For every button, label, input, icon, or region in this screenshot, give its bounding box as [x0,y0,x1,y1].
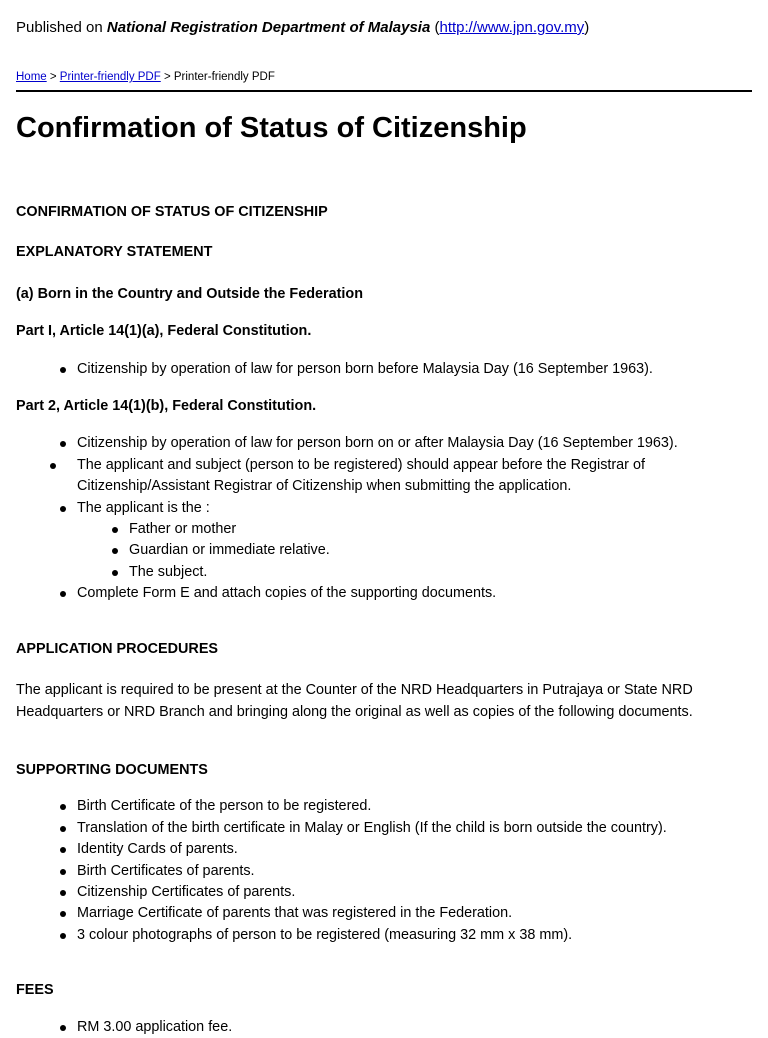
list-item: Identity Cards of parents. [77,839,756,860]
breadcrumb-home-link[interactable]: Home [16,71,47,83]
heading-born-in-country: (a) Born in the Country and Outside the Federation [16,285,363,302]
breadcrumb-separator: > [46,71,60,83]
heading-part-2: Part 2, Article 14(1)(b), Federal Constitution. [16,398,317,415]
site-name: National Registration Department of Malaysia [106,19,431,36]
list-item-text: The applicant and subject (person to be registered) should appear before the Registrar of Citizenship/Assistant Registrar of Citizenship when submitting the application. [77,456,645,495]
list-item: 3 colour photographs of person to be registered (measuring 32 mm x 38 mm). [77,925,756,946]
list-item [67,455,756,498]
heading-part-1: Part I, Article 14(1)(a), Federal Constitution. [16,323,312,340]
heading-main: CONFIRMATION OF STATUS OF CITIZENSHIP [16,204,328,220]
list-item: Citizenship Certificates of parents. [77,882,756,903]
list-item: Birth Certificates of parents. [77,861,756,882]
breadcrumb-separator: > [160,71,174,83]
heading-supporting-documents: SUPPORTING DOCUMENTS [16,761,208,778]
list-item: Complete Form E and attach copies of the supporting documents. [77,583,756,604]
heading-explanatory-statement: EXPLANATORY STATEMENT [16,244,213,261]
page-title: Confirmation of Status of Citizenship [16,112,527,144]
list-item: Marriage Certificate of parents that was registered in the Federation. [77,903,756,924]
applicant-sublist [77,519,756,583]
part-2-list [16,433,756,604]
procedures-paragraph: The applicant is required to be present at the Counter of the NRD Headquarters in Putrajaya or State NRD Headquarters or NRD Branch and bringing along the original as well as copies of the following documents. [16,682,693,720]
heading-fees: FEES [16,982,54,999]
list-item: RM 3.00 application fee. [77,1017,756,1038]
list-item: Citizenship by operation of law for person born on or after Malaysia Day (16 September 1963). [77,433,756,454]
list-item: Citizenship by operation of law for person born before Malaysia Day (16 September 1963). [77,359,756,380]
published-on-line [16,19,589,37]
header-divider [16,90,752,92]
site-url-link[interactable]: http://www.jpn.gov.my [439,19,585,36]
heading-application-procedures: APPLICATION PROCEDURES [16,640,219,657]
list-item: Father or mother [129,519,756,540]
list-item: Birth Certificate of the person to be registered. [77,796,756,817]
published-prefix: Published on [16,19,107,36]
list-item: Guardian or immediate relative. [129,540,756,561]
list-item: The subject. [129,562,756,583]
list-item-text: The applicant is the : [77,499,210,516]
paren-open: ( [430,19,440,36]
fees-list [16,1017,756,1038]
paren-close: ) [584,19,590,36]
breadcrumb [16,70,275,84]
article-body [16,202,756,1038]
breadcrumb-pdf-link[interactable]: Printer-friendly PDF [59,71,161,83]
supporting-documents-list [16,796,756,946]
breadcrumb-current: Printer-friendly PDF [173,71,275,83]
list-item: Translation of the birth certificate in Malay or English (If the child is born outside the country). [77,818,756,839]
list-item [77,498,756,584]
part-1-list [16,359,756,380]
